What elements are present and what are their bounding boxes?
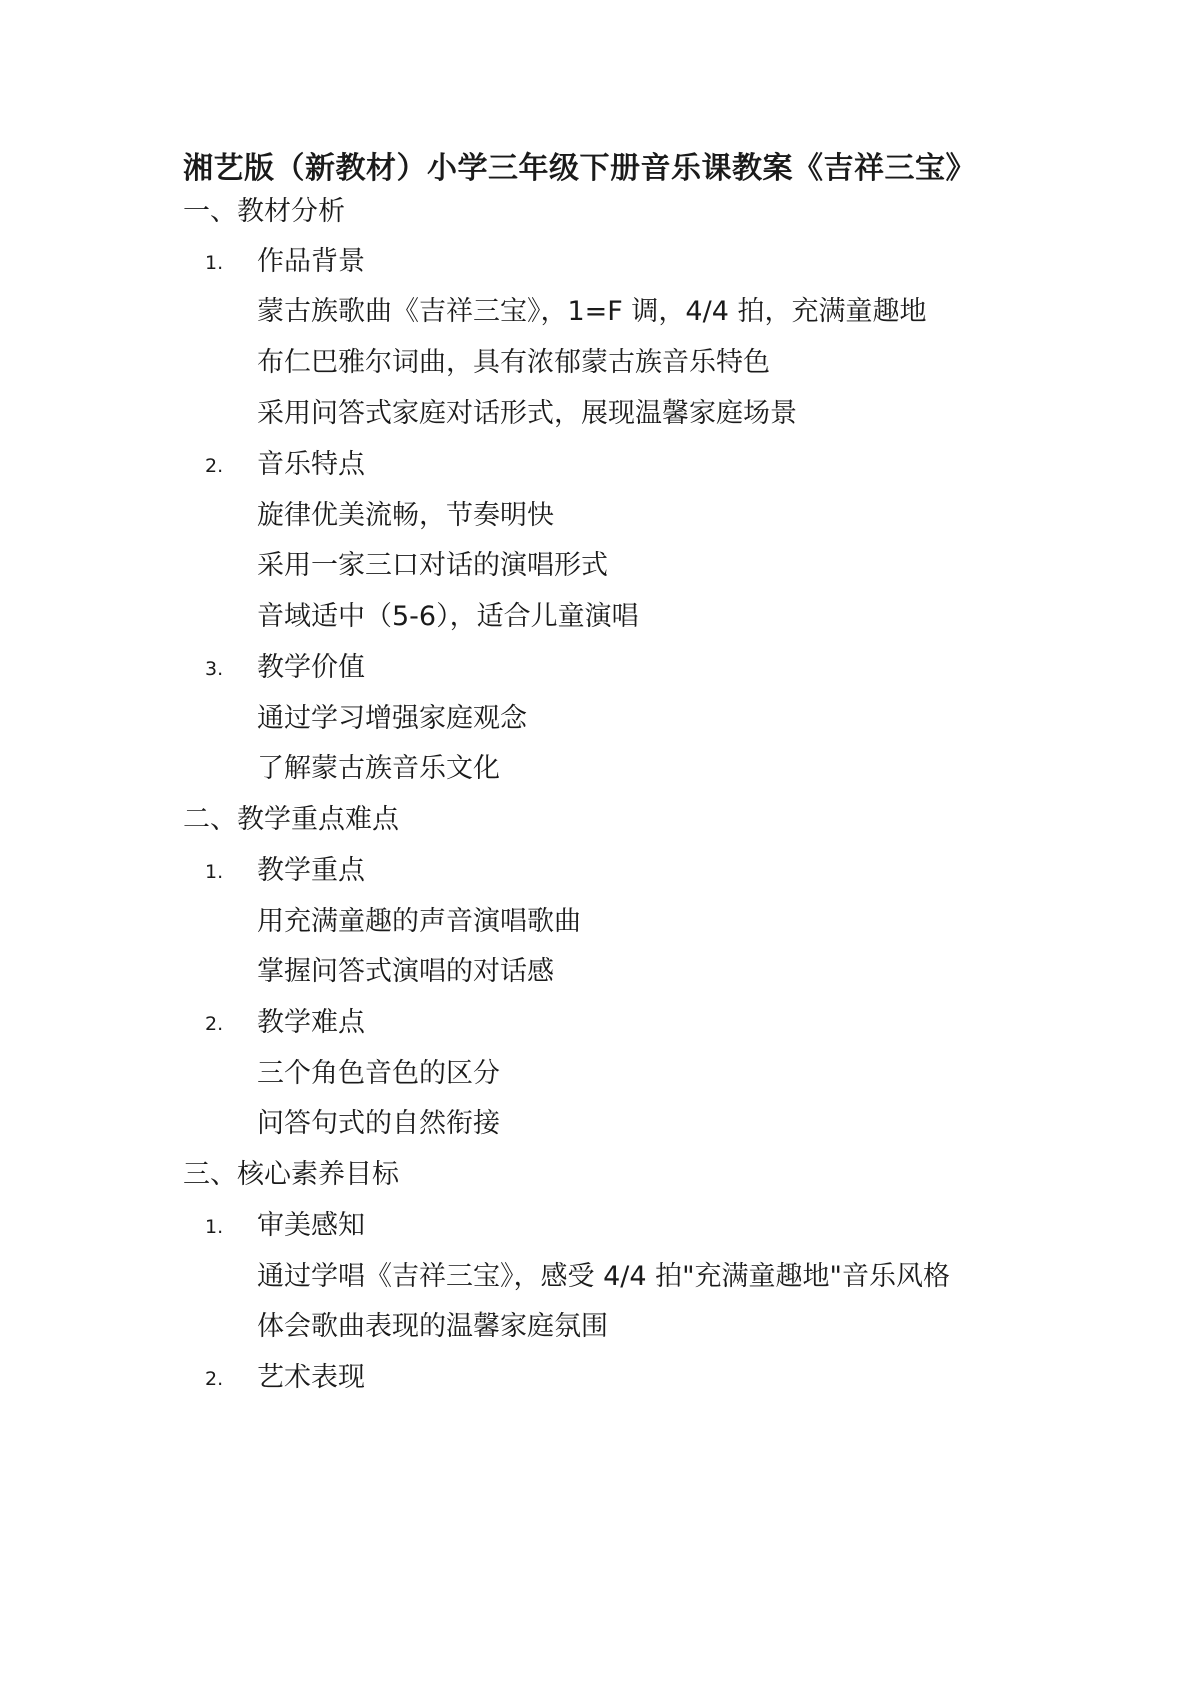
body-line: 布仁巴雅尔词曲，具有浓郁蒙古族音乐特色 [257,347,770,378]
item-label: 教学价值 [257,652,365,683]
body-line: 通过学习增强家庭观念 [257,703,527,734]
item-label: 教学重点 [257,855,365,886]
body-line: 通过学唱《吉祥三宝》，感受 4/4 拍"充满童趣地"音乐风格 [257,1261,950,1292]
body-line: 音域适中（5-6），适合儿童演唱 [257,601,639,632]
body-line: 掌握问答式演唱的对话感 [257,956,554,987]
body-line: 体会歌曲表现的温馨家庭氛围 [257,1311,608,1342]
item-number: 1. [205,252,224,274]
item-label: 教学难点 [257,1007,365,1038]
section-heading: 一、教材分析 [183,196,345,227]
section-heading: 二、教学重点难点 [183,804,399,835]
item-label: 艺术表现 [257,1362,365,1393]
body-line: 采用一家三口对话的演唱形式 [257,550,608,581]
document-title: 湘艺版（新教材）小学三年级下册音乐课教案《吉祥三宝》 [183,151,976,186]
item-label: 作品背景 [257,246,365,277]
item-number: 2. [205,455,224,477]
body-line: 采用问答式家庭对话形式，展现温馨家庭场景 [257,398,797,429]
body-line: 了解蒙古族音乐文化 [257,753,500,784]
section-heading: 三、核心素养目标 [183,1159,399,1190]
body-line: 旋律优美流畅，节奏明快 [257,500,554,531]
item-number: 1. [205,1216,224,1238]
item-label: 审美感知 [257,1210,365,1241]
body-line: 用充满童趣的声音演唱歌曲 [257,906,581,937]
item-number: 2. [205,1368,224,1390]
body-line: 问答句式的自然衔接 [257,1108,500,1139]
item-number: 1. [205,861,224,883]
item-number: 3. [205,658,224,680]
item-label: 音乐特点 [257,449,365,480]
body-line: 三个角色音色的区分 [257,1058,500,1089]
body-line: 蒙古族歌曲《吉祥三宝》，1=F 调，4/4 拍，充满童趣地 [257,296,927,327]
item-number: 2. [205,1013,224,1035]
